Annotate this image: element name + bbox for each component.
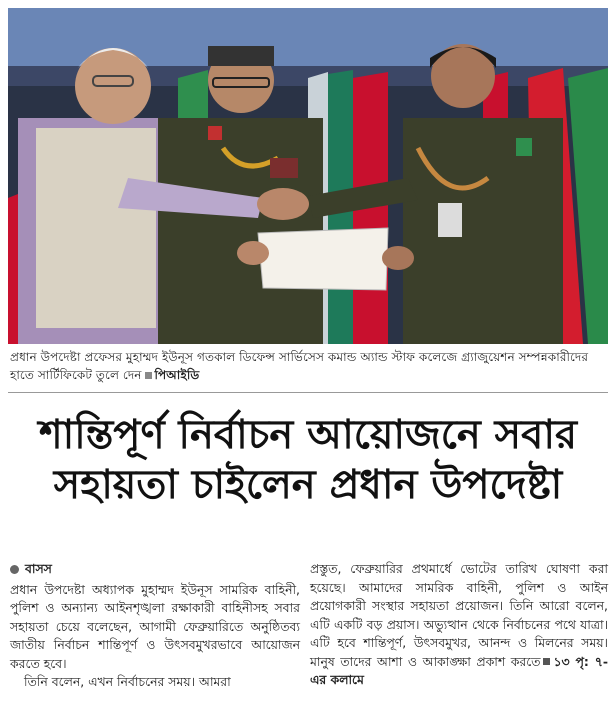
headline xyxy=(8,410,608,510)
byline xyxy=(10,560,300,579)
caption-text: প্রধান উপদেষ্টা প্রফেসর মুহাম্মদ ইউনূস গতকাল ডিফেন্স সার্ভিসেস কমান্ড অ্যান্ড স্টাফ কলেজে গ্র্যাজুয়েশন সম্পন্নকারীদের হাতে সার্টিফিকেট তুলে দেন xyxy=(10,350,589,382)
article-column-left xyxy=(10,560,300,692)
caption-divider xyxy=(8,392,608,393)
photo-credit: পিআইডি xyxy=(154,368,200,382)
byline-text: বাসস xyxy=(25,561,52,576)
jump-square-icon xyxy=(543,658,550,665)
news-photo xyxy=(8,8,608,344)
article-column-right xyxy=(310,560,608,690)
jump-text: ১৩ পৃ: ৭-এর কলামে xyxy=(310,653,608,687)
byline-dot-icon xyxy=(10,565,19,574)
article-paragraph-2: তিনি বলেন, এখন নির্বাচনের সময়। আমরা xyxy=(24,674,231,689)
article-paragraph-3-text: প্রস্তুত, ফেব্রুয়ারির প্রথমার্ধে ভোটের তারিখ ঘোষণা করা হয়েছে। আমাদের সামরিক বাহিনী, পুলিশ ও আইন প্রয়োগকারী সংস্থার সহায়তা প্রয়োজন। তিনি আরো বলেন, এটি একটি বড় প্রয়াস। অভ্যুত্থান থেকে নির্বাচনের পথে যাত্রা। এটি হবে শান্তিপূর্ণ, উৎসবমুখর, আনন্দ ও মিলনের সময়। মানুষ তাদের আশা ও আকাঙ্ক্ষা প্রকাশ করতে xyxy=(310,561,608,669)
caption-square-icon xyxy=(145,372,152,379)
headline-line-1: শান্তিপূর্ণ নির্বাচন আয়োজনে সবার xyxy=(39,412,577,458)
headline-line-2: সহায়তা চাইলেন প্রধান উপদেষ্টা xyxy=(53,462,563,508)
article-paragraph-1: প্রধান উপদেষ্টা অধ্যাপক মুহাম্মদ ইউনূস সামরিক বাহিনী, পুলিশ ও অন্যান্য আইনশৃঙ্খলা রক্ষাকারী বাহিনীসহ সবার সহায়তা চেয়ে বলেছেন, আগামী ফেব্রুয়ারিতে অনুষ্ঠিতব্য জাতীয় নির্বাচন শান্তিপূর্ণ ও উৎসবমুখরভাবে আয়োজন করতে হবে। xyxy=(10,581,300,671)
article-paragraph-3 xyxy=(310,560,608,690)
photo-caption xyxy=(10,348,606,384)
ceremony-photo-illustration xyxy=(8,8,608,344)
